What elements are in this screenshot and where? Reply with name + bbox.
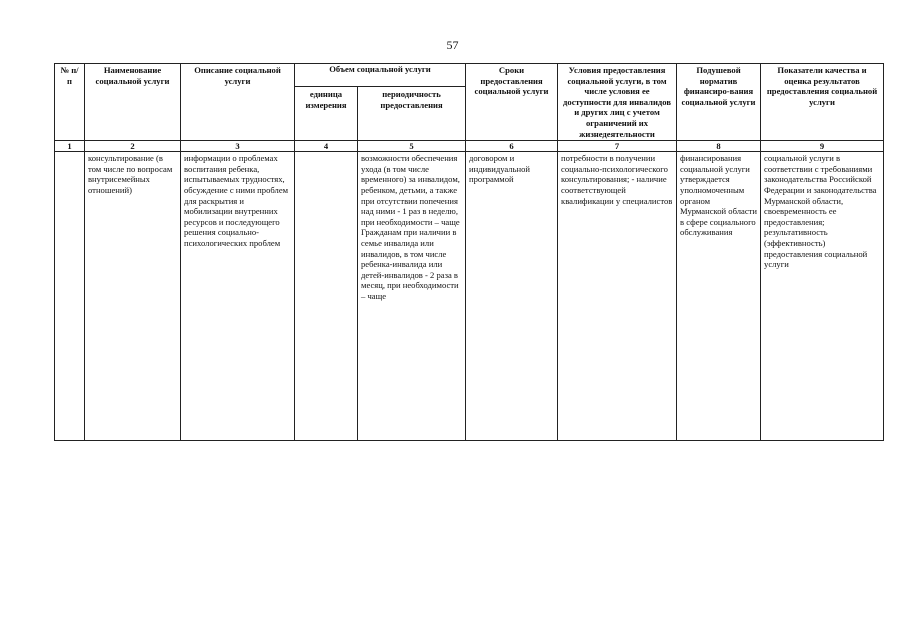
header-service-volume: Объем социальной услуги [295,64,466,87]
cell-quality-indicators: социальной услуги в соответствии с требованиями законодательства Российской Федерации и законодательства Мурманской области, своевременность ее предоставления; результативность (эффективность) предоставления социальной услуги [761,152,884,441]
header-service-description: Описание социальной услуги [181,64,295,141]
header-service-conditions: Условия предоставления социальной услуги, в том числе условия ее доступности для инвалидов и других лиц с учетом ограничений их жизнедеятельности [558,64,677,141]
column-number: 1 [55,141,85,152]
cell-service-description: информации о проблемах воспитания ребенка, испытываемых трудностях, обсуждение с ними проблем для раскрытия и мобилизации внутренних ресурсов и последующего решения социально-психологических проблем [181,152,295,441]
column-number: 9 [761,141,884,152]
header-funding-standard: Подушевой норматив финансиро-вания социальной услуги [677,64,761,141]
column-number: 8 [677,141,761,152]
column-number: 4 [295,141,358,152]
page-number: 57 [446,38,459,52]
cell-number [55,152,85,441]
cell-unit [295,152,358,441]
cell-funding-standard: финансирования социальной услуги утверждается уполномоченным органом Мурманской области в сфере социального обслуживания [677,152,761,441]
column-number: 6 [466,141,558,152]
cell-service-terms: договором и индивидуальной программой [466,152,558,441]
column-number: 2 [85,141,181,152]
column-number: 5 [358,141,466,152]
header-quality-indicators: Показатели качества и оценка результатов предоставления социальной услуги [761,64,884,141]
cell-service-conditions: потребности в получении социально-психологического консультирования; - наличие соответствующей квалификации у специалистов [558,152,677,441]
table-row [55,152,884,441]
header-service-name: Наименование социальной услуги [85,64,181,141]
header-periodicity: периодичность предоставления [358,87,466,141]
cell-service-name: консультирование (в том числе по вопросам внутрисемейных отношений) [85,152,181,441]
header-unit: единица измерения [295,87,358,141]
header-service-terms: Сроки предоставления социальной услуги [466,64,558,141]
cell-periodicity: возможности обеспечения ухода (в том числе временного) за инвалидом, ребенком, детьми, а также при отсутствии попечения над ними - 1 раз в неделю, при необходимости – чаще Гражданам при наличии в семье инвалида или инвалидов, в том числе ребенка-инвалида или детей-инвалидов - 2 раза в месяц, при необходимости – чаще [358,152,466,441]
header-number: № п/п [55,64,85,141]
column-number: 7 [558,141,677,152]
column-numbers-row [55,141,884,152]
column-number: 3 [181,141,295,152]
social-services-table [54,63,884,441]
header-row [55,64,884,87]
